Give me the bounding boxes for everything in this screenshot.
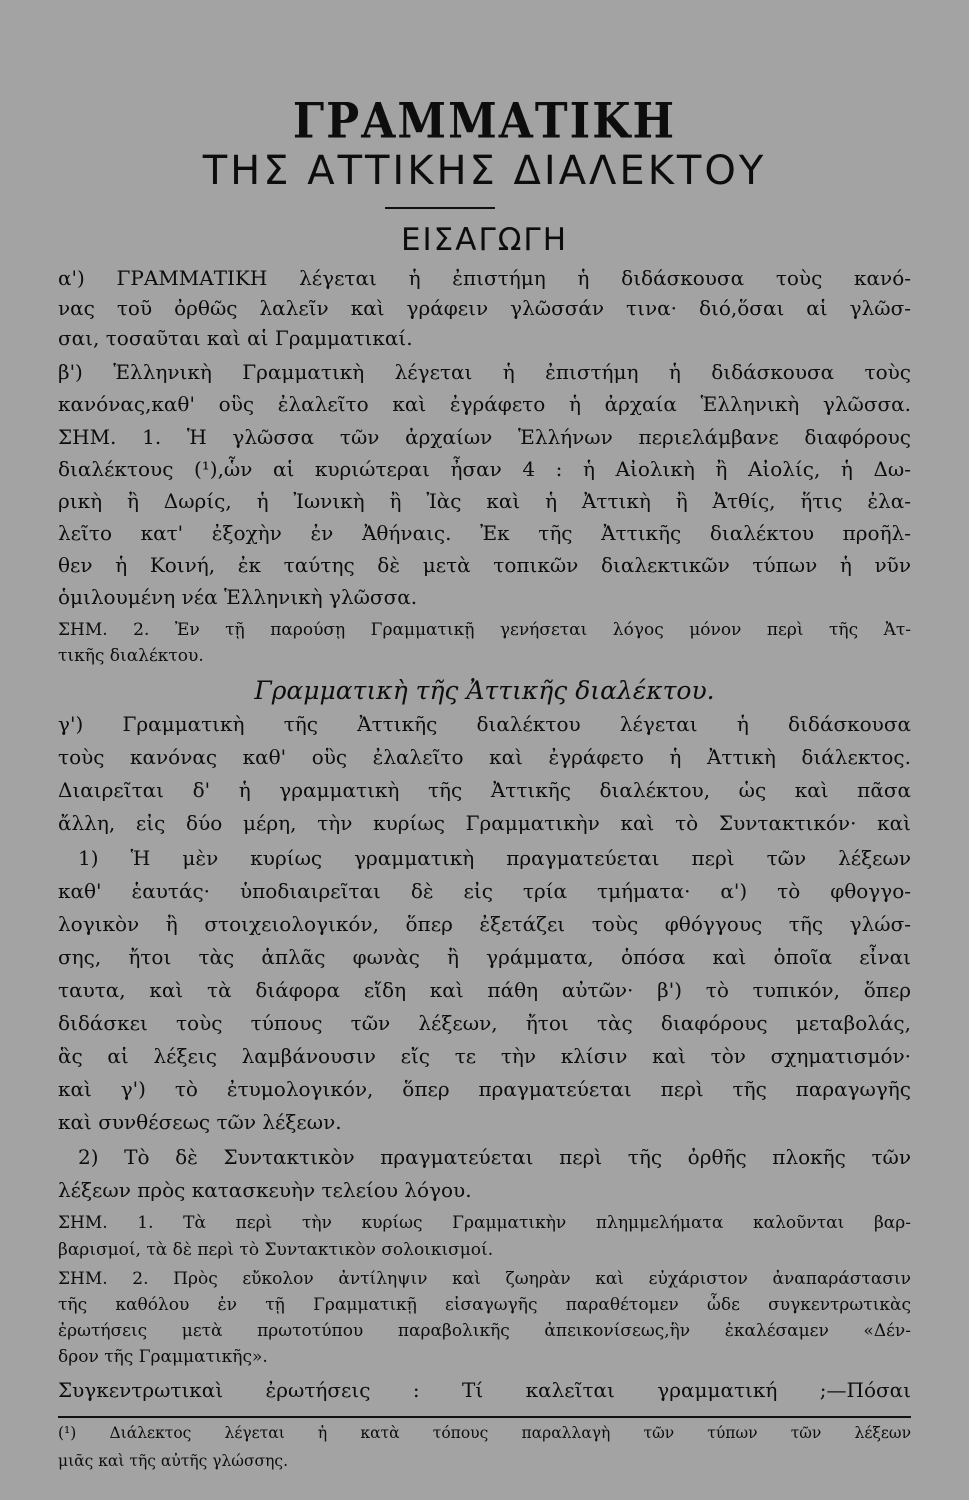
text-line: σης, ἤτοι τὰς ἁπλᾶς φωνὰς ἢ γράμματα, ὁπόσα καὶ ὁποῖα εἶναι	[58, 945, 911, 969]
text-line: Συγκεντρωτικαὶ ἐρωτήσεις : Τί καλεῖται γραμματική ;—Πόσαι	[58, 1378, 911, 1402]
note-line: βαρισμοί, τὰ δὲ περὶ τὸ Συντακτικὸν σολοικισμοί.	[58, 1240, 494, 1260]
text-line: νας τοῦ ὀρθῶς λαλεῖν καὶ γράφειν γλῶσσάν τινα· διό,ὅσαι αἱ γλῶσ-	[58, 296, 911, 320]
text-line: β') Ἑλληνικὴ Γραμματικὴ λέγεται ἡ ἐπιστήμη ἡ διδάσκουσα τοὺς	[58, 360, 911, 384]
footnote-line: μιᾶς καὶ τῆς αὐτῆς γλώσσης.	[58, 1452, 288, 1470]
text-line: λογικὸν ἢ στοιχειολογικόν, ὅπερ ἐξετάζει τοὺς φθόγγους τῆς γλώσ-	[58, 912, 911, 936]
text-line: λέξεων πρὸς κατασκευὴν τελείου λόγου.	[58, 1178, 472, 1202]
page-subtitle: ΤΗΣ ΑΤΤΙΚΗΣ ΔΙΑΛΕΚΤΟΥ	[202, 148, 767, 194]
note-line: ΣΗΜ. 1. Τὰ περὶ τὴν κυρίως Γραμματικὴν πλημμελήματα καλοῦνται βαρ-	[58, 1213, 911, 1233]
note-line: ΣΗΜ. 2. Πρὸς εὔκολον ἀντίληψιν καὶ ζωηρὰν καὶ εὐχάριστον ἀναπαράστασιν	[58, 1269, 911, 1289]
note-line: διαλέκτους (¹),ὧν αἱ κυριώτεραι ἦσαν 4 : ἡ Αἰολικὴ ἢ Αἰολίς, ἡ Δω-	[58, 457, 911, 481]
note-line: ἐρωτήσεις μετὰ πρωτοτύπου παραβολικῆς ἀπεικονίσεως,ἣν ἐκαλέσαμεν «Δέν-	[58, 1321, 911, 1341]
page-title: ΓΡΑΜΜΑΤΙΚΗ	[292, 93, 677, 150]
text-line: διδάσκει τοὺς τύπους τῶν λέξεων, ἤτοι τὰς διαφόρους μεταβολάς,	[58, 1011, 911, 1035]
section-heading: ΕΙΣΑΓΩΓΗ	[400, 222, 569, 258]
text-line: σαι, τοσαῦται καὶ αἱ Γραμματικαί.	[58, 326, 413, 350]
note-line: ΣΗΜ. 2. Ἐν τῇ παρούσῃ Γραμματικῇ γενήσεται λόγος μόνον περὶ τῆς Ἀτ-	[58, 620, 911, 640]
note-line: ΣΗΜ. 1. Ἡ γλῶσσα τῶν ἀρχαίων Ἑλλήνων περιελάμβανε διαφόρους	[58, 425, 911, 449]
text-line: ταυτα, καὶ τὰ διάφορα εἴδη καὶ πάθη αὐτῶν· β') τὸ τυπικόν, ὅπερ	[58, 978, 911, 1002]
footnote-line: (¹) Διάλεκτος λέγεται ἡ κατὰ τόπους παραλλαγὴ τῶν τύπων τῶν λέξεων	[58, 1424, 911, 1442]
text-line: ἃς αἱ λέξεις λαμβάνουσιν εἴς τε τὴν κλίσιν καὶ τὸν σχηματισμόν·	[58, 1044, 911, 1068]
note-line: δρον τῆς Γραμματικῆς».	[58, 1347, 268, 1367]
text-line: τοὺς κανόνας καθ' οὓς ἐλαλεῖτο καὶ ἐγράφετο ἡ Ἀττικὴ διάλεκτος.	[58, 745, 911, 769]
note-line: λεῖτο κατ' ἐξοχὴν ἐν Ἀθήναις. Ἐκ τῆς Ἀττικῆς διαλέκτου προῆλ-	[58, 521, 911, 545]
note-line: θεν ἡ Κοινή, ἐκ ταύτης δὲ μετὰ τοπικῶν διαλεκτικῶν τύπων ἡ νῦν	[58, 553, 911, 577]
note-line: τῆς καθόλου ἐν τῇ Γραμματικῇ εἰσαγωγῆς παραθέτομεν ὧδε συγκεντρωτικὰς	[58, 1295, 911, 1315]
note-line: ρικὴ ἢ Δωρίς, ἡ Ἰωνικὴ ἢ Ἰὰς καὶ ἡ Ἀττικὴ ἢ Ἀτθίς, ἥτις ἐλα-	[58, 489, 911, 513]
subsection-heading: Γραμματικὴ τῆς Ἀττικῆς διαλέκτου.	[254, 676, 715, 705]
text-line: 2) Τὸ δὲ Συντακτικὸν πραγματεύεται περὶ τῆς ὀρθῆς πλοκῆς τῶν	[78, 1145, 911, 1169]
text-line: ἄλλη, εἰς δύο μέρη, τὴν κυρίως Γραμματικὴν καὶ τὸ Συντακτικόν· καὶ	[58, 811, 911, 835]
text-line: α') ΓΡΑΜΜΑΤΙΚΗ λέγεται ἡ ἐπιστήμη ἡ διδάσκουσα τοὺς κανό-	[58, 266, 911, 290]
note-line: τικῆς διαλέκτου.	[58, 646, 204, 666]
text-line: γ') Γραμματικὴ τῆς Ἀττικῆς διαλέκτου λέγεται ἡ διδάσκουσα	[58, 712, 911, 736]
note-line: ὁμιλουμένη νέα Ἑλληνικὴ γλῶσσα.	[58, 585, 418, 609]
text-line: 1) Ἡ μὲν κυρίως γραμματικὴ πραγματεύεται περὶ τῶν λέξεων	[78, 846, 911, 870]
footnote-divider	[58, 1416, 911, 1418]
text-line: κανόνας,καθ' οὓς ἐλαλεῖτο καὶ ἐγράφετο ἡ ἀρχαία Ἑλληνικὴ γλῶσσα.	[58, 392, 911, 416]
title-divider	[385, 207, 495, 209]
text-line: καὶ γ') τὸ ἐτυμολογικόν, ὅπερ πραγματεύεται περὶ τῆς παραγωγῆς	[58, 1077, 911, 1101]
text-line: καθ' ἑαυτάς· ὑποδιαιρεῖται δὲ εἰς τρία τμήματα· α') τὸ φθογγο-	[58, 879, 911, 903]
text-line: Διαιρεῖται δ' ἡ γραμματικὴ τῆς Ἀττικῆς διαλέκτου, ὡς καὶ πᾶσα	[58, 778, 911, 802]
text-line: καὶ συνθέσεως τῶν λέξεων.	[58, 1110, 342, 1134]
